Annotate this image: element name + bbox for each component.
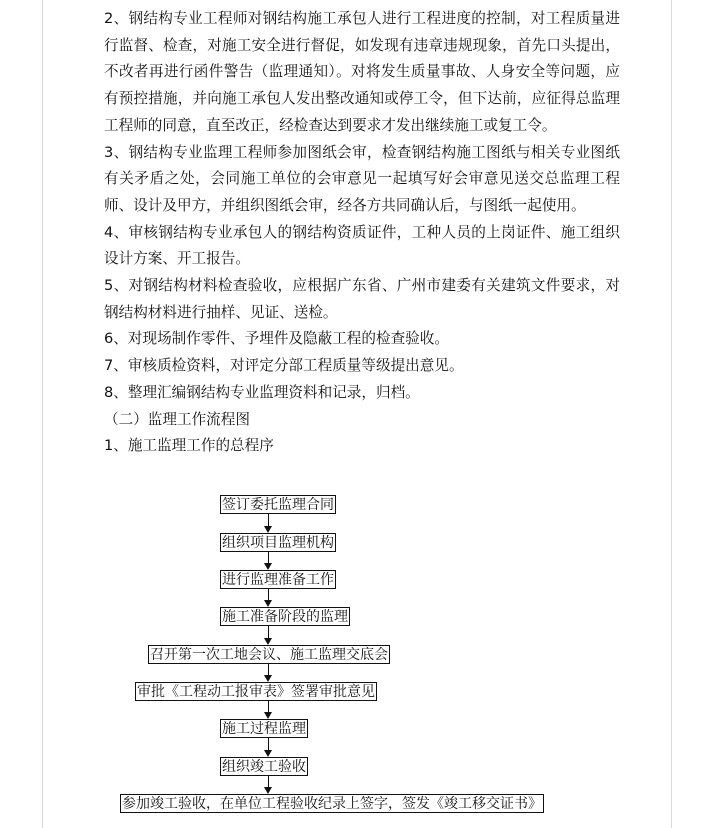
flow-arrow-down-icon: [264, 552, 272, 570]
flow-step-organize-team: 组织项目监理机构: [222, 535, 334, 551]
flow-arrow-down-icon: [264, 664, 272, 682]
flow-step-first-meeting: 召开第一次工地会议、施工监理交底会: [150, 647, 388, 663]
flow-step-approve-form: 审批《工程动工报审表》签署审批意见: [137, 684, 375, 700]
flow-step-prep-stage: 施工准备阶段的监理: [222, 609, 348, 625]
paragraph-item-4: 4、审核钢结构专业承包人的钢结构资质证件，工种人员的上岗证件、施工组织设计方案、开工报告。: [104, 223, 620, 268]
flow-arrow-down-icon: [264, 626, 272, 645]
flow-step-final-sign: 参加竣工验收，在单位工程验收纪录上签字，签发《竣工移交证书》: [122, 796, 542, 812]
flow-step-preparation: 进行监理准备工作: [222, 572, 334, 588]
flow-arrow-down-icon: [264, 738, 272, 757]
flow-arrow-down-icon: [264, 701, 272, 719]
flow-arrow-down-icon: [264, 776, 272, 794]
section-heading: （二）监理工作流程图: [104, 410, 250, 428]
flow-step-sign-contract: 签订委托监理合同: [222, 497, 334, 513]
paragraph-item-5: 5、对钢结构材料检查验收，应根据广东省、广州市建委有关建筑文件要求，对钢结构材料进行抽样、见证、送检。: [104, 277, 620, 321]
paragraph-item-8: 8、整理汇编钢结构专业监理资料和记录，归档。: [104, 383, 420, 401]
paragraph-item-6: 6、对现场制作零件、予埋件及隐蔽工程的检查验收。: [104, 330, 449, 348]
flow-step-acceptance: 组织竣工验收: [222, 759, 306, 775]
paragraph-item-3: 3、钢结构专业监理工程师参加图纸会审，检查钢结构施工图纸与相关专业图纸有关矛盾之处，会同施工单位的会审意见一起填写好会审意见送交总监理工程师、设计及甲方，并组织图纸会审，经各方共同确认后，与图纸一起使用。: [104, 143, 620, 214]
paragraph-item-2: 2、钢结构专业工程师对钢结构施工承包人进行工程进度的控制，对工程质量进行监督、检查，对施工安全进行督促，如发现有违章违规现象，首先口头提出，不改者再进行函件警告（监理通知）。对将发生质量事故、人身安全等问题，应有预控措施，并向施工承包人发出整改通知或停工令，但下达前，应征得总监理工程师的同意，直至改正，经检查达到要求才发出继续施工或复工令。: [104, 10, 620, 134]
subheading: 1、施工监理工作的总程序: [104, 437, 274, 455]
paragraph-item-7: 7、审核质检资料，对评定分部工程质量等级提出意见。: [104, 357, 464, 375]
flow-arrow-down-icon: [264, 514, 272, 533]
flow-step-construction: 施工过程监理: [222, 721, 306, 737]
flow-arrow-down-icon: [264, 589, 272, 607]
